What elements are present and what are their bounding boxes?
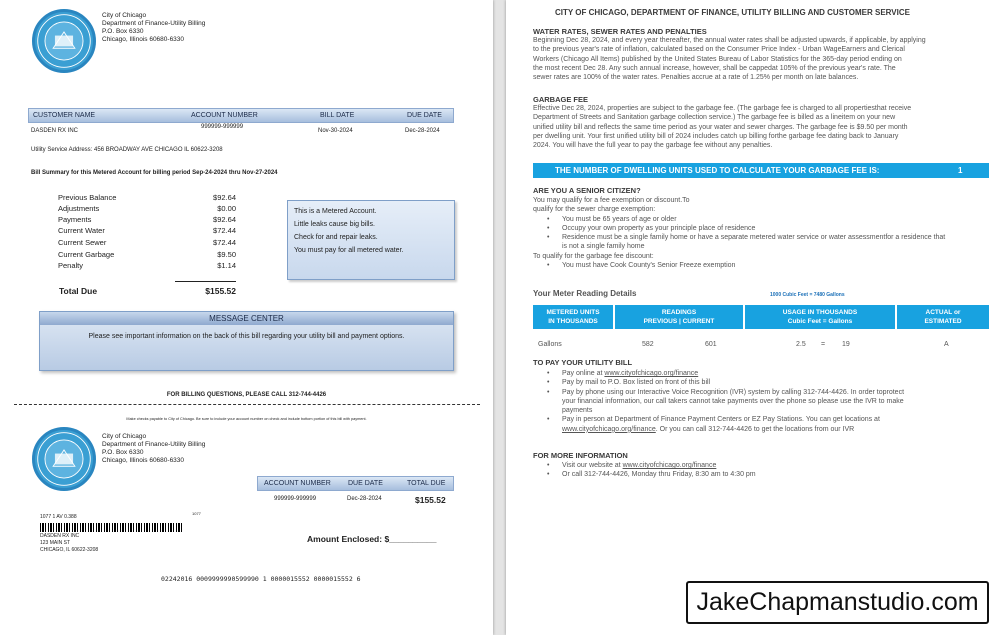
summary-value: $72.44	[213, 238, 236, 247]
service-address: Utility Service Address: 456 BROADWAY AVE CHICAGO IL 60622-3208	[31, 147, 223, 153]
discount-intro: To qualify for the garbage fee discount:	[533, 252, 654, 260]
city-seal-logo-stub	[32, 427, 96, 491]
summary-label: Current Garbage	[58, 250, 115, 259]
col-due-date: DUE DATE	[407, 112, 442, 119]
finance-link[interactable]: www.cityofchicago.org/finance	[562, 425, 656, 433]
text-line: your financial information, our call takers cannot take payments over the phone so please use the IVR to make	[562, 397, 904, 405]
meter-cubic-feet: 2.5	[796, 341, 806, 348]
senior-section	[533, 196, 989, 270]
note-line: Little leaks cause big bills.	[294, 221, 375, 228]
account-header-bar	[28, 108, 454, 123]
text-line: per dwelling unit. Your first unified utility bill of 2024 includes catch up billing forthe garbage fee dating back to January	[533, 132, 899, 140]
sender-dept: Department of Finance-Utility Billing	[102, 441, 206, 448]
more-info-heading: FOR MORE INFORMATION	[533, 451, 628, 460]
text-line: Department of Streets and Sanitation garbage collection service.) The garbage fee is billed as a lineitem on your new	[533, 114, 896, 122]
bullet-item	[533, 388, 973, 416]
meter-heading: Your Meter Reading Details	[533, 289, 637, 298]
col-account-number: ACCOUNT NUMBER	[191, 112, 258, 119]
senior-intro: qualify for the sewer charge exemption:	[533, 206, 656, 214]
meter-current: 601	[705, 341, 717, 348]
bullet-item: • Occupy your own property as your principle place of residence	[533, 224, 989, 233]
col-label: ACTUAL or	[925, 309, 961, 316]
dwelling-units-label: THE NUMBER OF DWELLING UNITS USED TO CALCULATE YOUR GARBAGE FEE IS:	[555, 166, 880, 175]
text-line: Workers (Chicago All Items) published by the United States Bureau of Labor Statistics for the 365-day period ending on	[533, 55, 902, 63]
total-divider	[175, 281, 236, 282]
water-rates-text	[533, 36, 989, 82]
postal-barcode	[40, 523, 182, 532]
sender-city: Chicago, Illinois 60680-6330	[102, 36, 185, 43]
text-line: payments	[562, 407, 593, 415]
senior-heading: ARE YOU A SENIOR CITIZEN?	[533, 186, 641, 195]
payer-street: 123 MAIN ST	[40, 540, 71, 546]
text: . Or you can call 312-744-4426 to get the locations from our IVR	[655, 425, 855, 433]
total-due-value: $155.52	[205, 286, 236, 296]
pay-bullets	[533, 369, 973, 434]
bill-front-page	[0, 0, 493, 635]
summary-label: Adjustments	[58, 204, 100, 213]
text-line: • Pay in person at Department of Finance Payment Centers or EZ Pay Stations. You can get locations at	[562, 416, 880, 424]
meter-col-usage	[745, 305, 895, 329]
summary-label: Payments	[58, 215, 92, 224]
summary-value: $9.50	[217, 250, 236, 259]
col-label: PREVIOUS | CURRENT	[643, 318, 715, 325]
bullet-item: • Or call 312-744-4426, Monday thru Friday, 8:30 am to 4:30 pm	[533, 470, 973, 479]
sender-city: Chicago, Illinois 60680-6330	[102, 457, 185, 464]
scanline: 02242016 0009999990599990 1 0000015552 0000015552 6	[161, 575, 361, 583]
stub-total-due: $155.52	[415, 495, 446, 505]
payer-name: DASDEN RX INC	[40, 533, 80, 539]
pay-heading: TO PAY YOUR UTILITY BILL	[533, 358, 633, 367]
payer-city: CHICAGO, IL 60622-3208	[40, 547, 99, 553]
summary-label: Current Sewer	[58, 238, 107, 247]
total-due-label: Total Due	[59, 286, 98, 296]
checks-note: Make checks payable to City of Chicago. Be sure to include your account number on check and include bottom portion of this bill with payment.	[126, 417, 367, 421]
meter-col-readings	[615, 305, 743, 329]
meter-previous: 582	[642, 341, 654, 348]
stub-col-total: TOTAL DUE	[407, 480, 446, 487]
customer-name: DASDEN RX INC	[31, 128, 79, 134]
summary-row	[58, 193, 236, 204]
stub-account-number: 999999-999999	[274, 496, 317, 502]
summary-label: Current Water	[58, 226, 105, 235]
sender-pobox: P.O. Box 6330	[102, 28, 144, 35]
bill-date: Nov-30-2024	[318, 128, 353, 134]
note-line: You must pay for all metered water.	[294, 247, 404, 254]
stub-col-due: DUE DATE	[348, 480, 383, 487]
sender-address	[102, 12, 205, 44]
text-line: Beginning Dec 28, 2024, and every year thereafter, the annual water rates shall be adjusted upwards, if applicable, by applying	[533, 37, 926, 44]
sender-pobox: P.O. Box 6330	[102, 449, 144, 456]
col-label: Cubic Feet = Gallons	[787, 318, 853, 325]
finance-link[interactable]: www.cityofchicago.org/finance	[604, 370, 699, 377]
text-line: sewer rates are 100% of the water rates. Penalties accrue at a rate of 1.25% per month on late balances.	[533, 74, 859, 82]
stub-sequence: 1077	[192, 511, 201, 516]
summary-row	[58, 250, 236, 261]
note-line: This is a Metered Account.	[294, 208, 377, 215]
summary-value: $92.64	[213, 215, 236, 224]
summary-value: $0.00	[217, 204, 236, 213]
garbage-fee-heading: GARBAGE FEE	[533, 95, 589, 104]
discount-bullets	[533, 261, 989, 270]
payer-address	[40, 533, 98, 554]
sender-name: City of Chicago	[102, 12, 147, 19]
summary-label: Previous Balance	[58, 193, 117, 202]
summary-value: $92.64	[213, 193, 236, 202]
message-center-body: Please see important information on the back of this bill regarding your utility bill and payment options.	[88, 333, 405, 340]
bullet-item: • You must be 65 years of age or older	[533, 215, 989, 224]
metered-account-notes	[287, 200, 455, 280]
text-line: • Pay by phone using our Interactive Voice Recognition (IVR) system by calling 312-744-4426. In order toprotect	[562, 388, 905, 396]
more-info-bullets	[533, 461, 973, 480]
sender-address-stub	[102, 433, 205, 465]
finance-link[interactable]: www.cityofchicago.org/finance	[622, 462, 717, 469]
text: Visit our website at	[562, 462, 623, 469]
summary-row	[58, 261, 236, 272]
text-line: the most recent Dec 28. Any such annual increase, however, shall be cappedat 105% of the previous year's rate. The	[533, 64, 896, 72]
meter-col-type	[897, 305, 989, 329]
message-center	[39, 311, 454, 371]
city-seal-logo	[32, 9, 96, 73]
col-label: IN THOUSANDS	[548, 318, 598, 325]
col-label: USAGE IN THOUSANDS	[782, 309, 858, 316]
senior-bullets	[533, 215, 989, 252]
summary-row	[58, 215, 236, 226]
text-line: unified utility bill and reflects the same time period as your water and sewer charges. The garbage fee is $9.50 per month	[533, 123, 908, 131]
bullet-item	[533, 461, 973, 470]
bullet-item: • You must have Cook County's Senior Freeze exemption	[533, 261, 989, 270]
senior-intro: You may qualify for a fee exemption or discount.To	[533, 197, 690, 204]
bullet-item	[533, 415, 973, 434]
stub-col-account: ACCOUNT NUMBER	[264, 480, 331, 487]
summary-row	[58, 204, 236, 215]
billing-questions: FOR BILLING QUESTIONS, PLEASE CALL 312-744-4426	[166, 392, 327, 398]
sender-dept: Department of Finance-Utility Billing	[102, 20, 206, 27]
summary-value: $1.14	[217, 261, 236, 270]
summary-row	[58, 238, 236, 249]
summary-row	[58, 226, 236, 237]
summary-label: Penalty	[58, 261, 84, 270]
sender-name: City of Chicago	[102, 433, 147, 440]
amount-enclosed[interactable]: Amount Enclosed: $__________	[307, 534, 437, 544]
bullet-item	[533, 369, 973, 378]
col-bill-date: BILL DATE	[320, 112, 355, 119]
meter-gallons: 19	[842, 341, 850, 348]
due-date: Dec-28-2024	[405, 128, 440, 134]
watermark: JakeChapmanstudio.com	[686, 581, 989, 624]
bullet-item: • Pay by mail to P.O. Box listed on front of this bill	[533, 378, 973, 387]
text-line: Effective Dec 28, 2024, properties are subject to the garbage fee. (The garbage fee is charged to all propertiesthat receive	[533, 105, 912, 112]
col-label: READINGS	[661, 309, 697, 316]
col-label: ESTIMATED	[924, 318, 962, 325]
meter-col-units	[533, 305, 613, 329]
message-center-title: MESSAGE CENTER	[40, 312, 453, 325]
meter-equals: =	[821, 341, 826, 348]
meter-type: A	[944, 341, 949, 348]
col-label: METERED UNITS	[546, 309, 600, 316]
back-title: CITY OF CHICAGO, DEPARTMENT OF FINANCE, UTILITY BILLING AND CUSTOMER SERVICE	[555, 8, 910, 17]
note-line: Check for and repair leaks.	[294, 234, 378, 241]
dwelling-units-value: 1	[958, 166, 963, 175]
bullet-item: • Residence must be a single family home or have a separate metered water service or water assessmentfor a residence that is not a single family home	[533, 233, 989, 252]
text-line: to the previous year's rate of inflation, calculated based on the Consumer Price Index - Urban WageEarners and Clerical	[533, 46, 905, 54]
meter-unit: Gallons	[538, 341, 562, 348]
text: Pay online at	[562, 370, 605, 377]
tear-line	[14, 404, 480, 405]
col-customer-name: CUSTOMER NAME	[33, 112, 96, 119]
bill-summary-title: Bill Summary for this Metered Account for billing period Sep-24-2024 thru Nov-27-2024	[31, 170, 278, 176]
summary-value: $72.44	[213, 226, 236, 235]
mail-code: 1077 1 AV 0.388	[40, 514, 77, 520]
stub-header-bar	[257, 476, 454, 491]
dwelling-units-bar	[533, 163, 989, 178]
garbage-fee-text	[533, 104, 989, 150]
account-number: 999999-999999	[201, 124, 244, 130]
meter-conversion-note: 1000 Cubic Feet = 7480 Gallons	[770, 292, 845, 298]
water-rates-heading: WATER RATES, SEWER RATES AND PENALTIES	[533, 27, 707, 36]
stub-due-date: Dec-28-2024	[347, 496, 382, 502]
text-line: 2024. You will have the full year to pay the garbage fee without any penalties.	[533, 142, 773, 150]
